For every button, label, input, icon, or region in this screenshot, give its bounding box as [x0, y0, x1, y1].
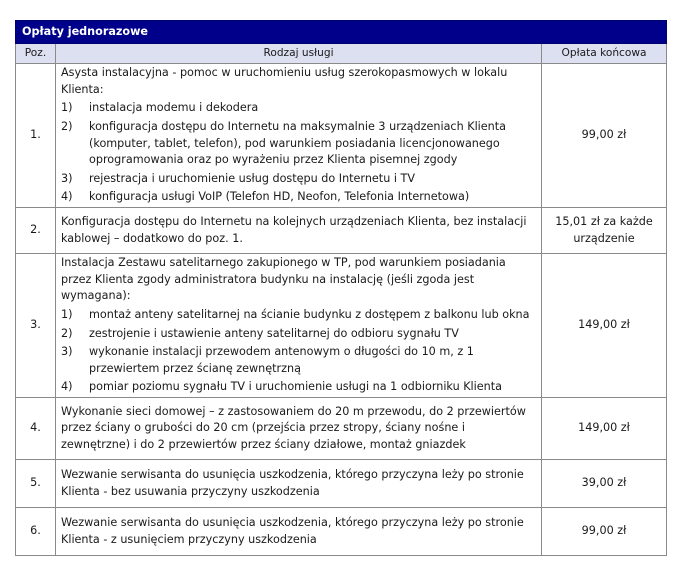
- row-description: [56, 64, 542, 208]
- sub-item-text: pomiar poziomu sygnału TV i uruchomienie usługi na 1 odbiorniku Klienta: [89, 380, 502, 394]
- sub-item: [61, 171, 535, 188]
- row-number: 3.: [16, 254, 56, 398]
- row-number: 6.: [16, 508, 56, 556]
- row-description: [56, 398, 542, 460]
- sub-item-number: 4): [61, 190, 73, 204]
- table-row: [16, 64, 667, 208]
- row-fee: 149,00 zł: [542, 254, 667, 398]
- row-description: [56, 208, 542, 254]
- sub-item-text: konfiguracja usługi VoIP (Telefon HD, Neofon, Telefonia Internetowa): [89, 190, 470, 204]
- sub-item-text: konfiguracja dostępu do Internetu na maksymalnie 3 urządzeniach Klienta (komputer, tablet, telefon), pod warunkiem posiadania licencjonowanego oprogramowania oraz po wyrażeniu przez Klienta pisemnej zgody: [89, 119, 506, 167]
- table-title-row: [16, 21, 667, 44]
- sub-item-text: wykonanie instalacji przewodem antenowym o długości do 10 m, z 1 przewiertem przez ścianę zewnętrzną: [89, 345, 474, 375]
- sub-item-text: rejestracja i uruchomienie usług dostępu do Internetu i TV: [89, 171, 415, 185]
- sub-item-list: [61, 100, 535, 206]
- sub-item-number: 2): [61, 326, 73, 340]
- table-header-row: [16, 44, 667, 64]
- one-time-fees-table: [15, 20, 667, 556]
- row-description: [56, 460, 542, 508]
- row-fee: 99,00 zł: [542, 64, 667, 208]
- sub-item-text: zestrojenie i ustawienie anteny satelitarnej do odbioru sygnału TV: [89, 326, 459, 340]
- fees-table-container: [15, 20, 666, 556]
- sub-item-number: 1): [61, 307, 73, 321]
- row-intro: Wezwanie serwisanta do usunięcia uszkodzenia, którego przyczyna leży po stronie Klienta - z usunięciem przyczyny uszkodzenia: [61, 515, 524, 546]
- sub-item-number: 3): [61, 345, 73, 359]
- row-intro: Instalacja Zestawu satelitarnego zakupionego w TP, pod warunkiem posiadania przez Klienta zgody administratora budynku na instalację (jeśli zgoda jest wymagana):: [61, 256, 506, 303]
- sub-item: [61, 100, 535, 117]
- row-number: 1.: [16, 64, 56, 208]
- table-row: [16, 460, 667, 508]
- row-number: 4.: [16, 398, 56, 460]
- sub-item: [61, 326, 535, 343]
- table-title: Opłaty jednorazowe: [16, 21, 667, 44]
- row-fee: 39,00 zł: [542, 460, 667, 508]
- row-intro: Wezwanie serwisanta do usunięcia uszkodzenia, którego przyczyna leży po stronie Klienta - bez usuwania przyczyny uszkodzenia: [61, 467, 524, 498]
- sub-item: [61, 344, 535, 377]
- row-fee: 99,00 zł: [542, 508, 667, 556]
- sub-item: [61, 307, 535, 324]
- sub-item: [61, 189, 535, 206]
- sub-item: [61, 119, 535, 169]
- sub-item-number: 3): [61, 171, 73, 185]
- table-row: [16, 398, 667, 460]
- header-position: Poz.: [16, 44, 56, 64]
- row-intro: Wykonanie sieci domowej – z zastosowaniem do 20 m przewodu, do 2 przewiertów przez ściany o grubości do 20 cm (przejścia przez stropy, ściany nośne i zewnętrzne) i do 2 przewiertów przez ściany działowe, montaż gniazdek: [61, 404, 526, 451]
- row-description: [56, 254, 542, 398]
- sub-item-text: montaż anteny satelitarnej na ścianie budynku z dostępem z balkonu lub okna: [89, 307, 530, 321]
- table-row: [16, 254, 667, 398]
- sub-item-text: instalacja modemu i dekodera: [89, 101, 259, 115]
- sub-item-number: 4): [61, 380, 73, 394]
- sub-item: [61, 379, 535, 396]
- sub-item-list: [61, 307, 535, 396]
- table-row: [16, 508, 667, 556]
- row-fee: 149,00 zł: [542, 398, 667, 460]
- row-intro: Konfiguracja dostępu do Internetu na kolejnych urządzeniach Klienta, bez instalacji kablowej – dodatkowo do poz. 1.: [61, 214, 527, 245]
- header-fee: Opłata końcowa: [542, 44, 667, 64]
- row-number: 5.: [16, 460, 56, 508]
- sub-item-number: 1): [61, 101, 73, 115]
- row-number: 2.: [16, 208, 56, 254]
- row-intro: Asysta instalacyjna - pomoc w uruchomieniu usług szerokopasmowych w lokalu Klienta:: [61, 66, 508, 96]
- row-fee: 15,01 zł za każde urządzenie: [542, 208, 667, 254]
- table-row: [16, 208, 667, 254]
- sub-item-number: 2): [61, 119, 73, 133]
- header-service: Rodzaj usługi: [56, 44, 542, 64]
- row-description: [56, 508, 542, 556]
